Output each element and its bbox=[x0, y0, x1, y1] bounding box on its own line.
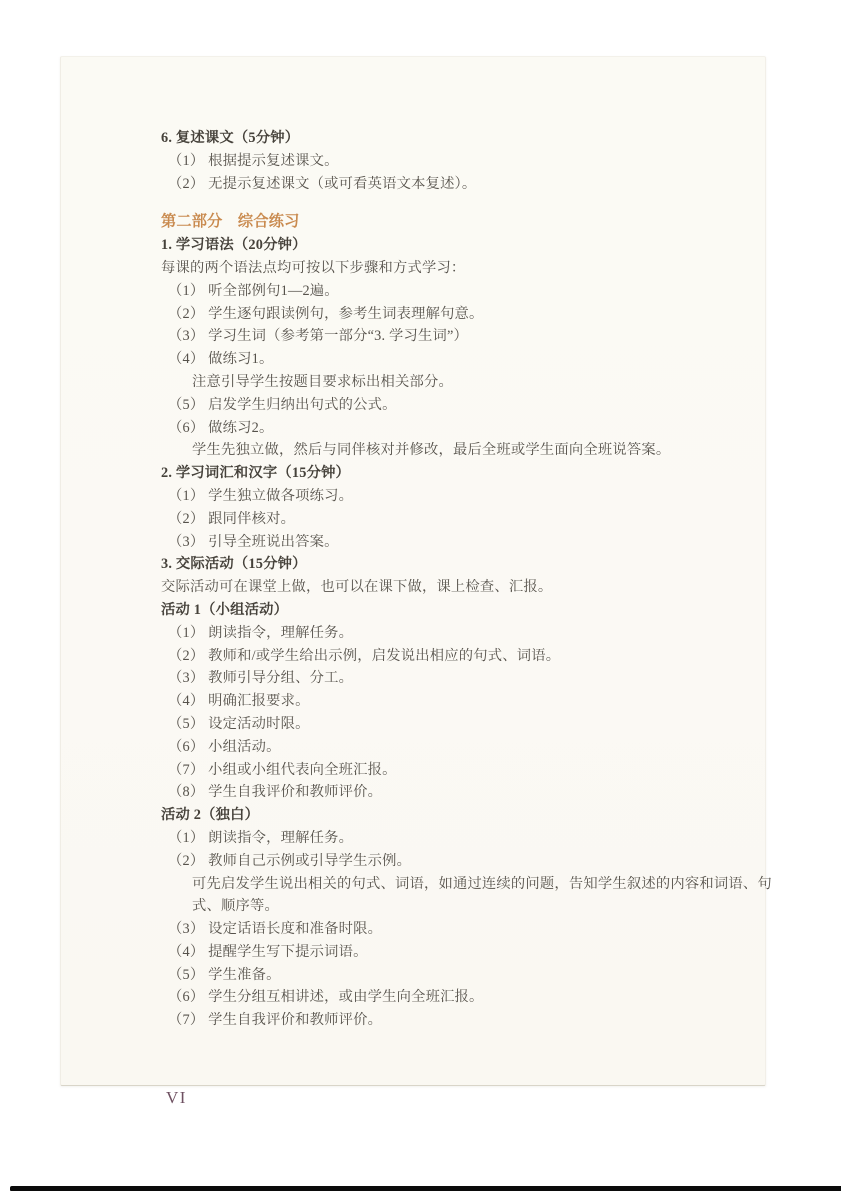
page-text bbox=[161, 127, 772, 1032]
section-title: 6. 复述课文（5分钟） bbox=[161, 130, 300, 146]
activity-title: 活动 1（小组活动） bbox=[161, 601, 289, 618]
list-item: （2） 学生逐句跟读例句，参考生词表理解句意。 bbox=[168, 305, 484, 322]
section-title: 3. 交际活动（15分钟） bbox=[161, 556, 307, 573]
list-item: （2） 教师和/或学生给出示例，启发说出相应的句式、词语。 bbox=[168, 647, 561, 664]
list-item: （2） 跟同伴核对。 bbox=[168, 510, 296, 527]
list-item: （5） 学生准备。 bbox=[168, 966, 281, 983]
list-item: （3） 学习生词（参考第一部分“3. 学习生词”） bbox=[168, 328, 469, 345]
page-number: VI bbox=[166, 1088, 187, 1107]
list-item: （4） 提醒学生写下提示词语。 bbox=[168, 943, 368, 960]
list-item: （4） 明确汇报要求。 bbox=[168, 693, 310, 710]
list-item: （4） 做练习1。 bbox=[168, 351, 274, 368]
paragraph-line: 每课的两个语法点均可按以下步骤和方式学习： bbox=[161, 259, 466, 276]
list-item: （5） 启发学生归纳出句式的公式。 bbox=[168, 396, 397, 413]
list-item: （6） 小组活动。 bbox=[168, 738, 281, 755]
list-item: （8） 学生自我评价和教师评价。 bbox=[168, 784, 383, 801]
list-item: （3） 设定话语长度和准备时限。 bbox=[168, 921, 383, 938]
section-title: 1. 学习语法（20分钟） bbox=[161, 237, 307, 254]
section-title: 2. 学习词汇和汉字（15分钟） bbox=[161, 465, 351, 482]
list-item: （7） 学生自我评价和教师评价。 bbox=[168, 1012, 383, 1029]
list-item: （1） 听全部例句1—2遍。 bbox=[168, 282, 339, 299]
note-line: 式、顺序等。 bbox=[192, 898, 279, 915]
activity-title: 活动 2（独白） bbox=[161, 807, 260, 824]
list-item: （6） 做练习2。 bbox=[168, 419, 274, 436]
scanned-page bbox=[60, 56, 772, 1107]
list-item: （2） 教师自己示例或引导学生示例。 bbox=[168, 852, 412, 869]
list-item: （6） 学生分组互相讲述，或由学生向全班汇报。 bbox=[168, 989, 484, 1006]
part-heading: 第二部分 综合练习 bbox=[161, 213, 300, 231]
list-item: （1） 学生独立做各项练习。 bbox=[168, 487, 354, 504]
list-item: （1） 根据提示复述课文。 bbox=[168, 152, 339, 169]
note-line: 注意引导学生按题目要求标出相关部分。 bbox=[192, 373, 453, 390]
list-item: （7） 小组或小组代表向全班汇报。 bbox=[168, 761, 397, 778]
note-line: 可先启发学生说出相关的句式、词语，如通过连续的问题，告知学生叙述的内容和词语、句 bbox=[192, 875, 772, 892]
paragraph-line: 交际活动可在课堂上做，也可以在课下做，课上检查、汇报。 bbox=[161, 579, 553, 596]
list-item: （1） 朗读指令，理解任务。 bbox=[168, 829, 354, 846]
scanner-edge-artifact bbox=[10, 1186, 841, 1191]
list-item: （1） 朗读指令，理解任务。 bbox=[168, 624, 354, 641]
list-item: （3） 教师引导分组、分工。 bbox=[168, 670, 354, 687]
list-item: （3） 引导全班说出答案。 bbox=[168, 533, 339, 550]
list-item: （2） 无提示复述课文（或可看英语文本复述）。 bbox=[168, 175, 477, 192]
list-item: （5） 设定活动时限。 bbox=[168, 715, 310, 732]
note-line: 学生先独立做，然后与同伴核对并修改，最后全班或学生面向全班说答案。 bbox=[192, 442, 671, 459]
